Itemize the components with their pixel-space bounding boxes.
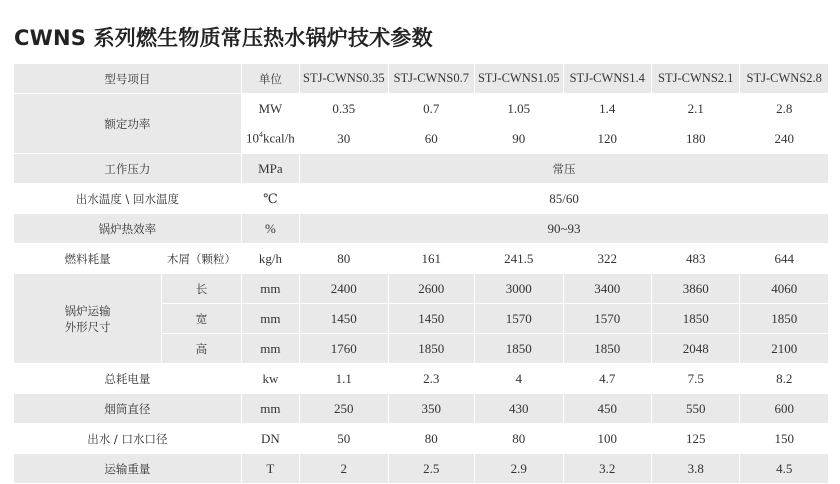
value-cell: 4060 [740, 274, 829, 304]
value-cell: 2.1 [651, 94, 739, 124]
value-cell: 2 [300, 454, 388, 484]
value-cell: 0.35 [300, 94, 388, 124]
value-cell: 60 [388, 124, 474, 154]
efficiency-label: 锅炉热效率 [14, 214, 241, 244]
value-cell: 350 [388, 394, 474, 424]
unit-cell: MPa [241, 154, 299, 184]
value-cell: 8.2 [740, 364, 829, 394]
header-model: STJ-CWNS0.7 [388, 64, 474, 94]
table-row [14, 364, 829, 394]
unit-cell: % [241, 214, 299, 244]
value-cell: 1450 [388, 304, 474, 334]
value-cell: 2.5 [388, 454, 474, 484]
value-cell: 250 [300, 394, 388, 424]
value-cell: 85/60 [300, 184, 829, 214]
value-cell: 483 [651, 244, 739, 274]
value-cell: 125 [651, 424, 739, 454]
value-cell: 150 [740, 424, 829, 454]
unit-rest: kcal/h [263, 130, 295, 146]
value-cell: 1760 [300, 334, 388, 364]
value-cell: 240 [740, 124, 829, 154]
value-cell: 322 [563, 244, 651, 274]
unit-cell: T [241, 454, 299, 484]
value-cell: 1.05 [475, 94, 563, 124]
unit-cell [241, 124, 299, 154]
value-cell: 常压 [300, 154, 829, 184]
unit-cell: kg/h [241, 244, 299, 274]
temperature-label: 出水温度 \ 回水温度 [14, 184, 241, 214]
value-cell: 2.9 [475, 454, 563, 484]
table-row [14, 154, 829, 184]
unit-cell: mm [241, 274, 299, 304]
dimensions-label [14, 274, 162, 364]
pressure-label: 工作压力 [14, 154, 241, 184]
value-cell: 2.8 [740, 94, 829, 124]
value-cell: 90 [475, 124, 563, 154]
value-cell: 80 [475, 424, 563, 454]
value-cell: 1570 [475, 304, 563, 334]
value-cell: 1.4 [563, 94, 651, 124]
unit-cell: MW [241, 94, 299, 124]
rated-power-label: 额定功率 [14, 94, 241, 154]
header-model: STJ-CWNS0.35 [300, 64, 388, 94]
value-cell: 2048 [651, 334, 739, 364]
unit-cell: mm [241, 334, 299, 364]
value-cell: 1850 [651, 304, 739, 334]
unit-exponent: 4 [259, 130, 264, 140]
value-cell: 80 [300, 244, 388, 274]
unit-cell: mm [241, 394, 299, 424]
fuel-sublabel: 木屑（颗粒） [162, 244, 241, 274]
dimension-sublabel: 高 [162, 334, 241, 364]
value-cell: 241.5 [475, 244, 563, 274]
dimension-sublabel: 长 [162, 274, 241, 304]
value-cell: 100 [563, 424, 651, 454]
value-cell: 80 [388, 424, 474, 454]
value-cell: 600 [740, 394, 829, 424]
unit-cell: kw [241, 364, 299, 394]
value-cell: 1850 [740, 304, 829, 334]
header-model: STJ-CWNS2.8 [740, 64, 829, 94]
value-cell: 3860 [651, 274, 739, 304]
unit-cell: mm [241, 304, 299, 334]
value-cell: 644 [740, 244, 829, 274]
table-row [14, 214, 829, 244]
value-cell: 4 [475, 364, 563, 394]
table-row [14, 94, 829, 124]
value-cell: 450 [563, 394, 651, 424]
table-row [14, 394, 829, 424]
value-cell: 50 [300, 424, 388, 454]
table-row [14, 454, 829, 484]
value-cell: 120 [563, 124, 651, 154]
fuel-label: 燃料耗量 [14, 244, 162, 274]
header-unit: 单位 [241, 64, 299, 94]
dimensions-label-line1: 锅炉运输 [64, 303, 111, 318]
value-cell: 7.5 [651, 364, 739, 394]
value-cell: 4.5 [740, 454, 829, 484]
water-port-label: 出水 / 口水口径 [14, 424, 241, 454]
value-cell: 2100 [740, 334, 829, 364]
header-item: 型号项目 [14, 64, 241, 94]
table-row [14, 184, 829, 214]
value-cell: 3.8 [651, 454, 739, 484]
chimney-label: 烟筒直径 [14, 394, 241, 424]
value-cell: 1.1 [300, 364, 388, 394]
page-title: CWNS 系列燃生物质常压热水锅炉技术参数 [14, 26, 433, 50]
value-cell: 2600 [388, 274, 474, 304]
value-cell: 90~93 [300, 214, 829, 244]
value-cell: 161 [388, 244, 474, 274]
weight-label: 运输重量 [14, 454, 241, 484]
unit-base: 10 [246, 130, 260, 146]
value-cell: 1850 [563, 334, 651, 364]
table-row [14, 244, 829, 274]
spec-table [14, 64, 829, 484]
value-cell: 0.7 [388, 94, 474, 124]
table-row [14, 424, 829, 454]
value-cell: 3400 [563, 274, 651, 304]
value-cell: 30 [300, 124, 388, 154]
header-row [14, 64, 829, 94]
table-row [14, 274, 829, 304]
value-cell: 3.2 [563, 454, 651, 484]
dimensions-label-line2: 外形尺寸 [64, 319, 111, 334]
value-cell: 550 [651, 394, 739, 424]
value-cell: 2400 [300, 274, 388, 304]
value-cell: 180 [651, 124, 739, 154]
value-cell: 1570 [563, 304, 651, 334]
value-cell: 1850 [388, 334, 474, 364]
unit-cell: DN [241, 424, 299, 454]
header-model: STJ-CWNS1.4 [563, 64, 651, 94]
unit-cell: ℃ [241, 184, 299, 214]
value-cell: 1850 [475, 334, 563, 364]
value-cell: 1450 [300, 304, 388, 334]
header-model: STJ-CWNS2.1 [651, 64, 739, 94]
value-cell: 2.3 [388, 364, 474, 394]
dimension-sublabel: 宽 [162, 304, 241, 334]
header-model: STJ-CWNS1.05 [475, 64, 563, 94]
value-cell: 3000 [475, 274, 563, 304]
value-cell: 430 [475, 394, 563, 424]
value-cell: 4.7 [563, 364, 651, 394]
power-consumption-label: 总耗电量 [14, 364, 241, 394]
